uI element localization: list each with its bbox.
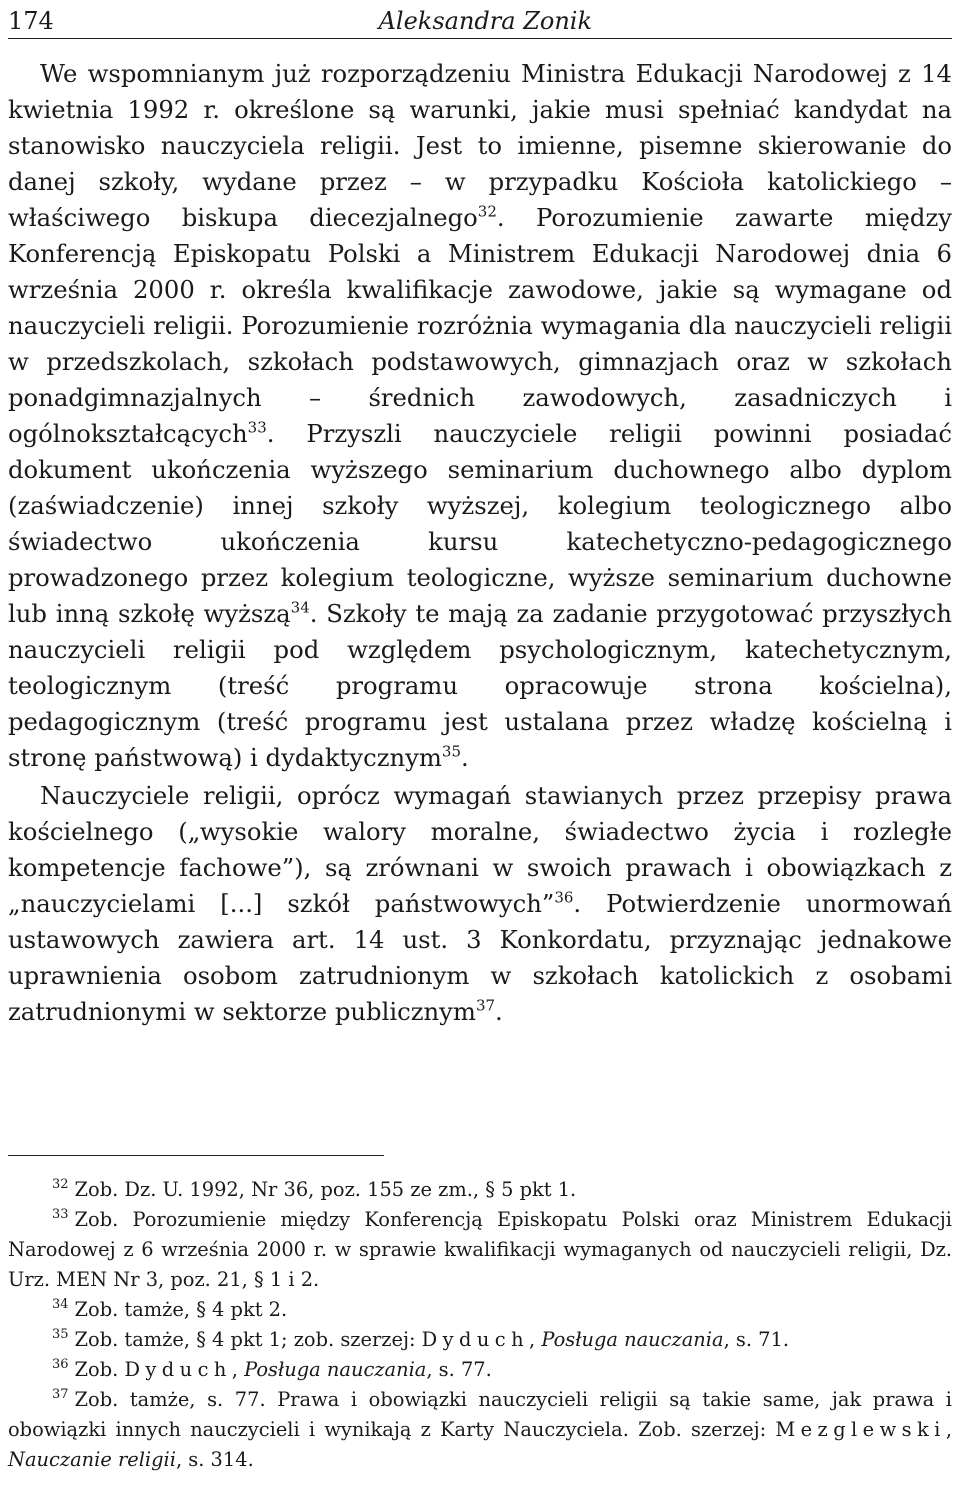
footnote-page: , s. 77. <box>426 1358 492 1381</box>
paragraph-2 <box>8 778 952 1030</box>
footnote-ref-32[interactable]: 32 <box>477 202 497 221</box>
footnote-ref-34[interactable]: 34 <box>290 598 310 617</box>
cited-author: Dyduch <box>124 1358 232 1381</box>
footnotes <box>8 1175 952 1475</box>
footnote-ref-36[interactable]: 36 <box>554 888 574 907</box>
footnote-page: , s. 71. <box>723 1328 790 1351</box>
footnote-ref-33[interactable]: 33 <box>247 418 267 437</box>
paragraph-1-part-c: . Przyszli nauczyciele religii powinni posiadać dokument ukończenia wyższego seminarium duchownego albo dyplom (zaświadczenie) innej szkoły wyższej, kolegium teologicznego albo świadectwo ukończenia kursu katechetyczno-pedagogicznego prowadzonego przez kolegium teologiczne, wyższe seminarium duchowne lub inną szkołę wyższą <box>8 419 952 628</box>
running-head-author: Aleksandra Zonik <box>378 7 592 35</box>
footnote-text: Zob. tamże, § 4 pkt 1; zob. szerzej: <box>74 1328 422 1351</box>
footnote-text: Zob. Dz. U. 1992, Nr 36, poz. 155 ze zm., § 5 pkt 1. <box>74 1178 577 1201</box>
cited-author: Mezglewski <box>775 1418 946 1441</box>
footnote-34 <box>8 1295 952 1325</box>
footnote-ref-37[interactable]: 37 <box>475 996 496 1015</box>
paragraph-1-part-a: We wspomnianym już rozporządzeniu Ministra Edukacji Narodowej z 14 kwietnia 1992 r. określone są warunki, jakie musi spełniać kandydat na stanowisko nauczyciela religii. Jest to imienne, pisemne skierowanie do danej szkoły, wydane przez – w przypadku Kościoła katolickiego – właściwego biskupa diecezjalnego <box>8 59 952 232</box>
paragraph-2-part-b: . Potwierdzenie unormowań ustawowych zawiera art. 14 ust. 3 Konkordatu, przyznając jednakowe uprawnienia osobom zatrudnionym w szkołach katolickich z osobami zatrudnionymi w sektorze publicznym <box>8 889 953 1026</box>
cited-author: Dyduch <box>421 1328 529 1351</box>
footnote-text: Zob. Porozumienie między Konferencją Episkopatu Polski oraz Ministrem Edukacji Narodowej z 6 września 2000 r. w sprawie kwalifikacji wymaganych od nauczycieli religii, Dz. Urz. MEN Nr 3, poz. 21, § 1 i 2. <box>8 1208 952 1291</box>
cited-title: Posługa nauczania <box>244 1358 427 1381</box>
footnote-number: 35 <box>52 1326 69 1342</box>
paragraph-1-part-d: . Szkoły te mają za zadanie przygotować przyszłych nauczycieli religii pod względem psychologicznym, katechetycznym, teologicznym (treść programu opracowuje strona kościelna), pedagogicznym (treść programu jest ustalana przez władzę kościelną i stronę państwową) i dydaktycznym <box>8 599 952 772</box>
footnote-page: , s. 314. <box>175 1448 254 1471</box>
footnote-37 <box>8 1385 952 1475</box>
paragraph-2-part-a: Nauczyciele religii, oprócz wymagań stawianych przez przepisy prawa kościelnego („wysokie walory moralne, świadectwo życia i rozległe kompetencje fachowe”), są zrównani w swoich prawach i obowiązkach z „nauczycielami [...] szkół państwowych” <box>8 781 952 918</box>
cited-title: Posługa nauczania <box>541 1328 724 1351</box>
footnote-number: 36 <box>52 1356 69 1372</box>
footnote-separator <box>8 1155 384 1156</box>
paragraph-1 <box>8 56 952 776</box>
separator: , <box>529 1328 542 1351</box>
separator: , <box>945 1418 952 1441</box>
footnote-number: 33 <box>52 1206 69 1222</box>
separator: , <box>231 1358 245 1381</box>
footnote-number: 37 <box>52 1386 69 1402</box>
footnote-35 <box>8 1325 952 1355</box>
footnote-text: Zob. <box>74 1358 125 1381</box>
footnote-text: Zob. tamże, § 4 pkt 2. <box>74 1298 288 1321</box>
running-header <box>8 0 952 39</box>
paragraph-1-part-b: . Porozumienie zawarte między Konferencją Episkopatu Polski a Ministrem Edukacji Narodowej dnia 6 września 2000 r. określa kwalifikacje zawodowe, jakie są wymagane od nauczycieli religii. Porozumienie rozróżnia wymagania dla nauczycieli religii w przedszkolach, szkołach podstawowych, gimnazjach oraz w szkołach ponadgimnazjalnych – średnich zawodowych, zasadniczych i ogólnokształcących <box>8 203 952 448</box>
footnote-33 <box>8 1205 952 1295</box>
footnote-number: 32 <box>52 1176 69 1192</box>
footnote-number: 34 <box>52 1296 69 1312</box>
paragraph-2-part-c: . <box>495 997 503 1026</box>
footnote-text: Zob. tamże, s. 77. Prawa i obowiązki nauczycieli religii są takie same, jak prawa i obowiązki innych nauczycieli i wynikają z Karty Nauczyciela. Zob. szerzej: <box>8 1388 952 1441</box>
footnote-ref-35[interactable]: 35 <box>441 742 461 761</box>
footnote-36 <box>8 1355 952 1385</box>
paragraph-1-part-e: . <box>461 743 469 772</box>
footnote-32 <box>8 1175 952 1205</box>
page-number: 174 <box>8 7 54 35</box>
main-text <box>8 56 952 1030</box>
cited-title: Nauczanie religii <box>8 1448 176 1471</box>
